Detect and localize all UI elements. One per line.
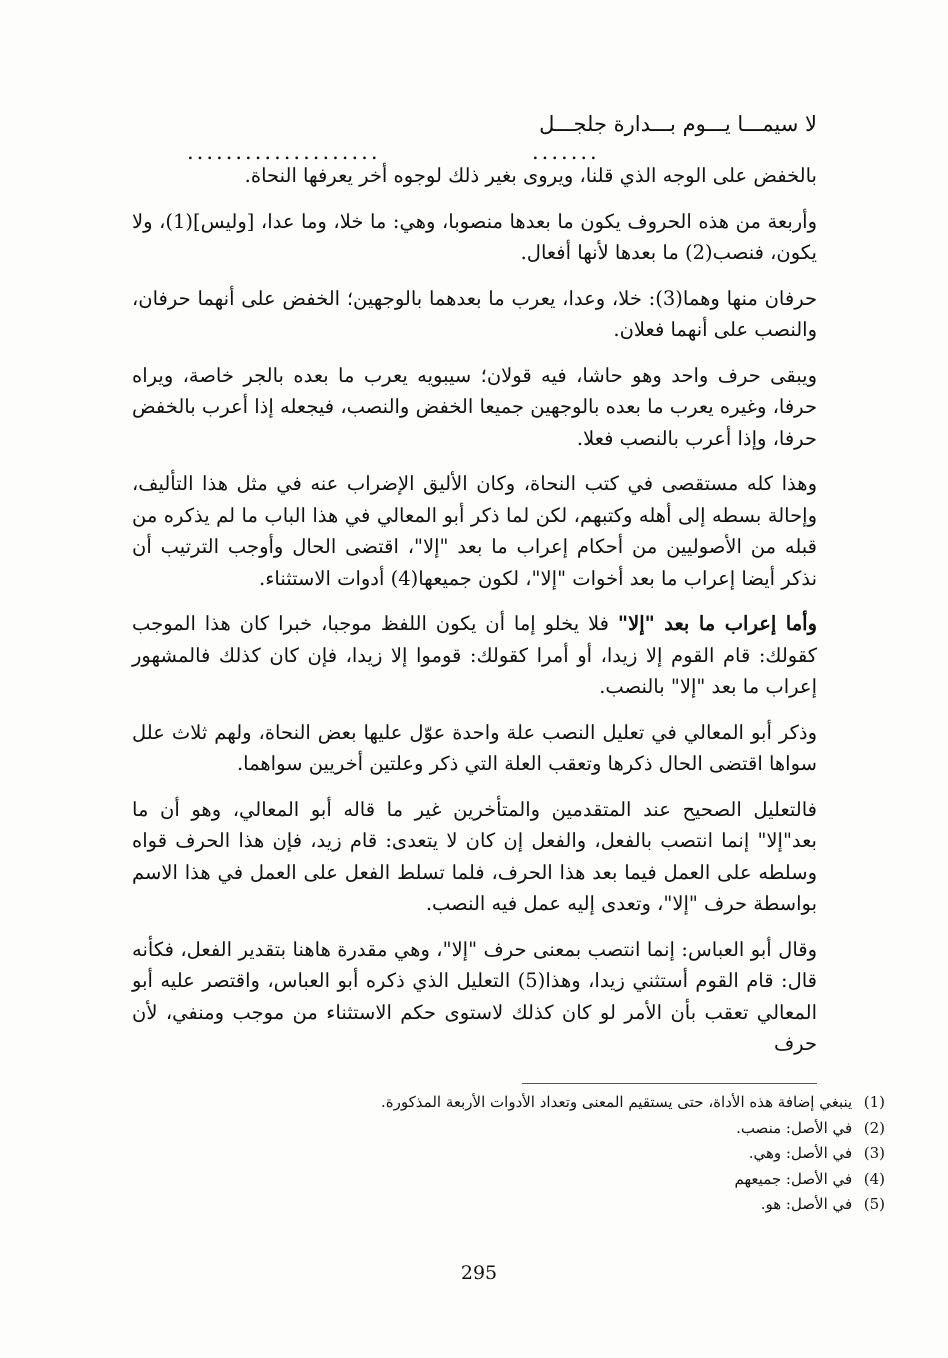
paragraph: فالتعليل الصحيح عند المتقدمين والمتأخرين غير ما قاله أبو المعالي، وهو أن ما بعد"إلا" إنما انتصب بالفعل، والفعل إن كان لا يتعدى: قام زيد، فإن هذا الحرف قواه وسلطه على العمل فيما بعد هذا الحرف، فلما تسلط الفعل على العمل في هذا الاسم بواسطة حرف "إلا"، وتعدى إليه عمل فيه النصب. — [132, 797, 817, 915]
paragraph: وقال أبو العباس: إنما انتصب بمعنى حرف "إلا"، وهي مقدرة هاهنا بتقدير الفعل، فكأنه قال: قام القوم أستثني زيدا، وهذا(5) التعليل الذي ذكره أبو العباس، واقتصر عليه أبو المعالي تعقب بأن الأمر لو كان كذلك لاستوى حكم الاستثناء من موجب ومنفي، لأن حرف — [132, 937, 817, 1055]
bold-lead-phrase: وأما إعراب ما بعد "إلا" — [617, 612, 817, 635]
body-text — [132, 160, 817, 1074]
page-number: 295 — [460, 1262, 498, 1284]
paragraph-text: فلا يخلو إما أن يكون اللفظ موجبا، خبرا كان هذا الموجب كقولك: قام القوم إلا زيدا، أو أمرا كقولك: قوموا إلا زيدا، فإن كان كذلك فالمشهور إعراب ما بعد "إلا" بالنصب. — [132, 612, 817, 698]
footnote-text: في الأصل: جميعهم — [734, 1169, 853, 1188]
footnotes — [300, 1090, 885, 1218]
verse-dots-left: .................... — [187, 140, 381, 164]
footnote-item — [300, 1167, 885, 1193]
footnote-number: (3) — [863, 1144, 885, 1162]
footnote-number: (2) — [863, 1118, 885, 1137]
paragraph: حرفان منها وهما(3): خلا، وعدا، يعرب ما بعدهما بالوجهين؛ الخفض على أنهما حرفان، والنصب على أنهما فعلان. — [132, 286, 818, 341]
paragraph: بالخفض على الوجه الذي قلنا، ويروى بغير ذلك لوجوه أخر يعرفها النحاة. — [244, 164, 817, 187]
footnote-text: ينبغي إضافة هذه الأداة، حتى يستقيم المعنى وتعداد الأدوات الأربعة المذكورة. — [381, 1093, 853, 1111]
paragraph-with-bold-lead — [132, 608, 817, 703]
paragraph: وذكر أبو المعالي في تعليل النصب علة واحدة عوّل عليها بعض النحاة، ولهم ثلاث علل سواها اقتضى الحال ذكرها وتعقب العلة التي ذكر وعلتين أخريين سواهما. — [132, 720, 817, 775]
footnote-text: في الأصل: منصب. — [736, 1118, 853, 1137]
footnote-text: في الأصل: هو. — [760, 1195, 853, 1213]
footnote-number: (5) — [863, 1195, 885, 1213]
paragraph: وهذا كله مستقصى في كتب النحاة، وكان الأليق الإضراب عنه في مثل هذا التأليف، وإحالة بسطه إلى أهله وكتبهم، لكن لما ذكر أبو المعالي في هذا الباب ما لم يذكره من قبله من الأصوليين من أحكام إعراب ما بعد "إلا"، اقتضى الحال وأوجب الترتيب أن نذكر أيضا إعراب ما بعد أخوات "إلا"، لكون جميعها(4) أدوات الاستثناء. — [132, 472, 817, 590]
paragraph: ويبقى حرف واحد وهو حاشا، فيه قولان؛ سيبويه يعرب ما بعده بالجر خاصة، ويراه حرفا، وغيره يعرب ما بعده بالوجهين جميعا الخفض والنصب، فيجعله إذا أعرب بالخفض حرفا، وإذا أعرب بالنصب فعلا. — [132, 363, 818, 450]
footnote-number: (4) — [863, 1169, 885, 1188]
verse-line: لا سيمـــا يـــوم بـــدارة جلجـــل — [539, 112, 817, 136]
footnote-text: في الأصل: وهي. — [748, 1144, 853, 1162]
footnote-item — [300, 1090, 885, 1116]
footnote-item — [300, 1141, 885, 1167]
verse-dots-right: ....... — [532, 140, 600, 164]
footnote-divider — [522, 1083, 817, 1084]
footnote-number: (1) — [863, 1093, 885, 1111]
footnote-item — [300, 1116, 885, 1142]
paragraph: وأربعة من هذه الحروف يكون ما بعدها منصوبا، وهي: ما خلا، وما عدا، [وليس](1)، ولا يكون، فنصب(2) ما بعدها لأنها أفعال. — [132, 209, 817, 264]
footnote-item — [300, 1192, 885, 1218]
